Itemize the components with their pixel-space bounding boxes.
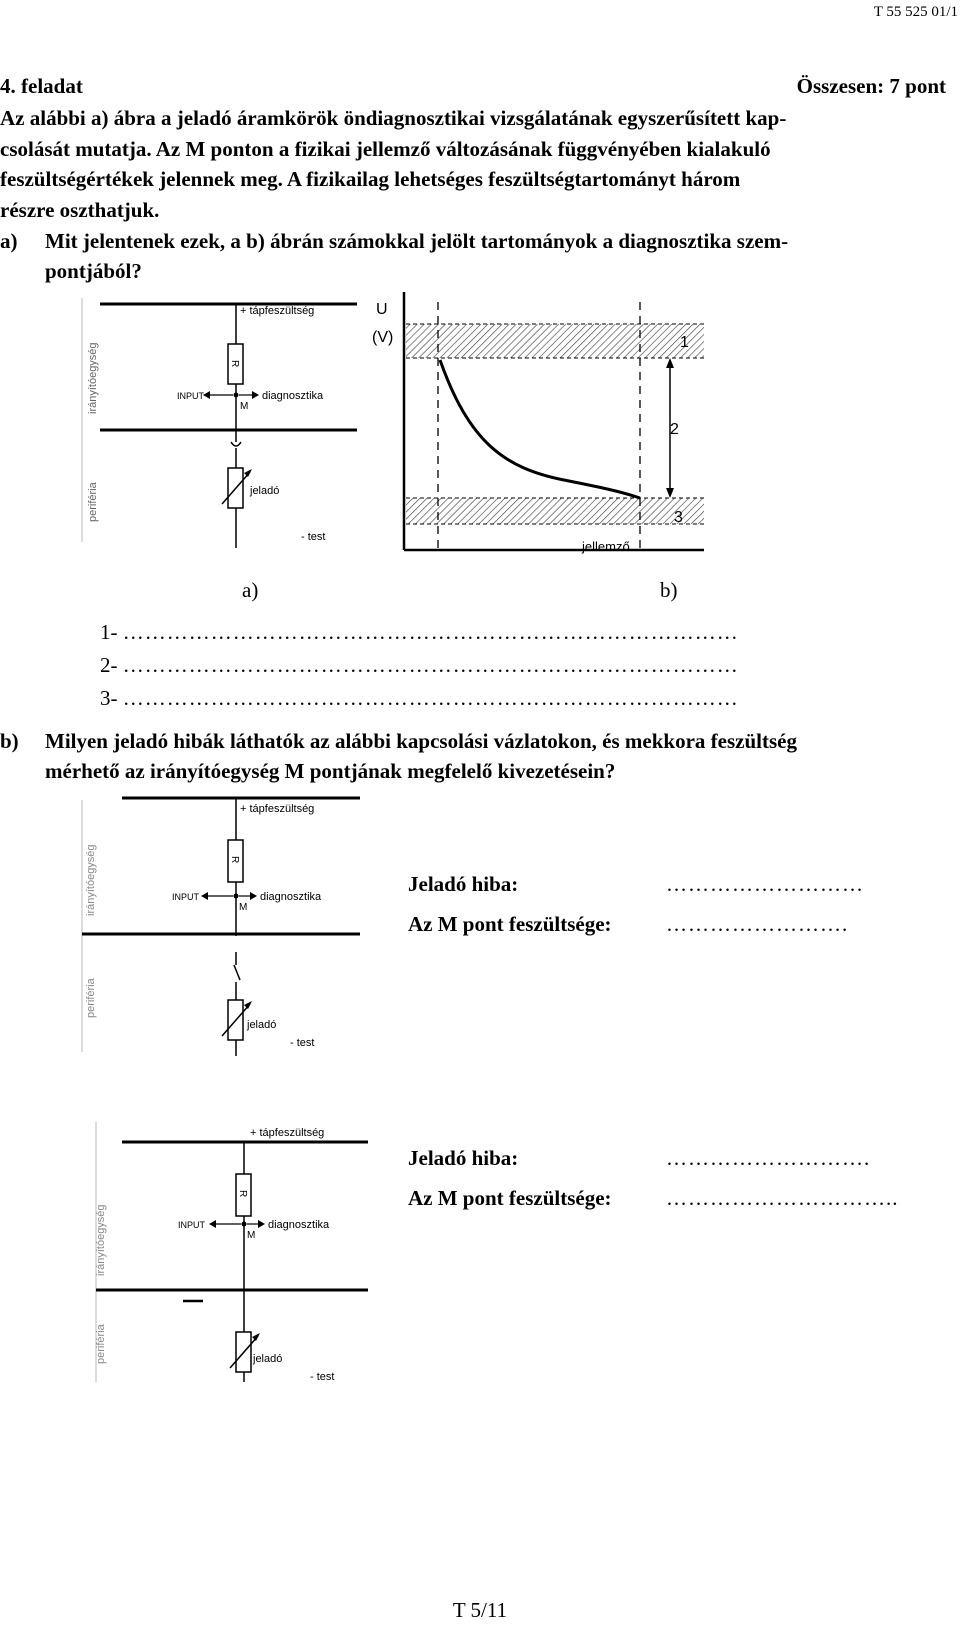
- case-1-fault-field[interactable]: ………………………: [666, 872, 864, 896]
- circuit-diagram-a: [72, 292, 358, 564]
- connector-icon: [231, 442, 241, 446]
- unit-side-label: irányítóegység: [85, 844, 97, 916]
- x-axis-label: jellemző: [582, 539, 630, 554]
- arrow-right-icon: [252, 391, 259, 399]
- answer-dots[interactable]: …………………………………………………………………………: [122, 686, 739, 710]
- intro-line: feszültségértékek jelennek meg. A fizikailag lehetséges feszültségtartományt három: [0, 167, 741, 191]
- figure-b-caption: b): [660, 578, 678, 602]
- open-switch-icon: [234, 965, 240, 980]
- ground-label: - test: [290, 1037, 315, 1049]
- supply-label: + tápfeszültség: [240, 803, 315, 815]
- node-label: M: [239, 902, 248, 913]
- question-line: pontjából?: [45, 258, 142, 283]
- case-1-fault-label: Jeladó hiba:: [408, 872, 519, 896]
- supply-label: + tápfeszültség: [250, 1127, 325, 1139]
- answer-label: 1-: [100, 620, 118, 644]
- unit-side-label: irányítóegység: [87, 342, 99, 414]
- sensor-label: jeladó: [247, 1019, 277, 1031]
- intro-line: csolását mutatja. Az M ponton a fizikai jellemző változásának függvényében kialakuló: [0, 136, 771, 161]
- case-2-fault-label: Jeladó hiba:: [408, 1146, 519, 1170]
- arrow-right-icon: [250, 892, 257, 900]
- task-total-points: Összesen: 7 pont: [796, 74, 946, 98]
- answer-line-2[interactable]: [100, 653, 739, 678]
- zone-3-band: [406, 498, 704, 524]
- node-m: [234, 393, 239, 398]
- question-letter: a): [0, 229, 18, 253]
- node-m: [242, 1222, 247, 1227]
- node-label: M: [247, 1230, 256, 1241]
- unit-side-label: irányítóegység: [95, 1204, 107, 1276]
- question-letter: b): [0, 729, 19, 753]
- question-b: [0, 727, 958, 787]
- case-2-fault-field[interactable]: ……………………….: [666, 1146, 871, 1170]
- resistor-label: R: [237, 1190, 248, 1198]
- ground-label: - test: [310, 1371, 335, 1383]
- zone-2-label: 2: [670, 421, 679, 438]
- arrow-up-icon: [666, 358, 674, 368]
- diag-label: diagnosztika: [268, 1219, 330, 1231]
- zone-1-label: 1: [680, 334, 689, 351]
- arrow-down-icon: [666, 488, 674, 498]
- circuit-diagram-case-2: [80, 1112, 370, 1390]
- arrow-right-icon: [258, 1220, 265, 1228]
- document-code: T 55 525 01/1: [873, 4, 958, 20]
- figure-a-caption: a): [242, 578, 259, 602]
- intro-line: Az alábbi a) ábra a jeladó áramkörök öndiagnosztikai vizsgálatának egyszerűsített kap-: [0, 106, 787, 130]
- characteristic-curve: [440, 360, 640, 498]
- answer-line-1[interactable]: [100, 620, 739, 645]
- question-a: [0, 227, 958, 287]
- diag-label: diagnosztika: [262, 390, 324, 402]
- arrow-left-icon: [203, 391, 210, 399]
- diag-label: diagnosztika: [260, 891, 322, 903]
- case-1-voltage-label: Az M pont feszültsége:: [408, 912, 612, 936]
- node-m: [234, 894, 239, 899]
- intro-line: részre oszthatjuk.: [0, 197, 160, 222]
- periphery-side-label: periféria: [85, 978, 97, 1018]
- arrow-left-icon: [201, 892, 208, 900]
- task-intro: [0, 103, 958, 225]
- input-label: INPUT: [177, 391, 204, 401]
- case-2-voltage-field[interactable]: …………………………..: [666, 1186, 899, 1210]
- zone-1-band: [406, 324, 704, 358]
- input-label: INPUT: [172, 892, 199, 902]
- question-line: mérhető az irányítóegység M pontjának megfelelő kivezetésein?: [45, 758, 616, 783]
- answer-label: 2-: [100, 653, 118, 677]
- sensor-label: jeladó: [253, 1353, 283, 1365]
- supply-label: + tápfeszültség: [240, 305, 315, 317]
- arrow-left-icon: [209, 1220, 216, 1228]
- y-axis-unit: (V): [372, 329, 394, 346]
- case-2-voltage-label: Az M pont feszültsége:: [408, 1186, 612, 1210]
- circuit-diagram-case-1: [72, 790, 362, 1062]
- page-number: T 5/11: [452, 1598, 508, 1622]
- ground-label: - test: [301, 531, 326, 543]
- question-line: Mit jelentenek ezek, a b) ábrán számokkal jelölt tartományok a diagnosztika szem-: [45, 229, 789, 253]
- resistor-label: R: [229, 856, 240, 864]
- answer-label: 3-: [100, 686, 118, 710]
- task-title: 4. feladat: [0, 74, 83, 98]
- y-axis-label: U: [376, 301, 388, 318]
- input-label: INPUT: [178, 1220, 205, 1230]
- case-1-voltage-field[interactable]: …………………….: [666, 912, 849, 936]
- answer-dots[interactable]: …………………………………………………………………………: [122, 653, 739, 677]
- zone-3-label: 3: [674, 509, 683, 526]
- sensor-label: jeladó: [250, 485, 280, 497]
- periphery-side-label: periféria: [95, 1324, 107, 1364]
- voltage-graph-b: [364, 292, 724, 564]
- resistor-label: R: [229, 360, 240, 368]
- question-line: Milyen jeladó hibák láthatók az alábbi kapcsolási vázlatokon, és mekkora feszültség: [45, 729, 797, 753]
- answer-dots[interactable]: …………………………………………………………………………: [122, 620, 739, 644]
- node-label: M: [240, 401, 249, 412]
- periphery-side-label: periféria: [87, 482, 99, 522]
- answer-line-3[interactable]: [100, 686, 739, 711]
